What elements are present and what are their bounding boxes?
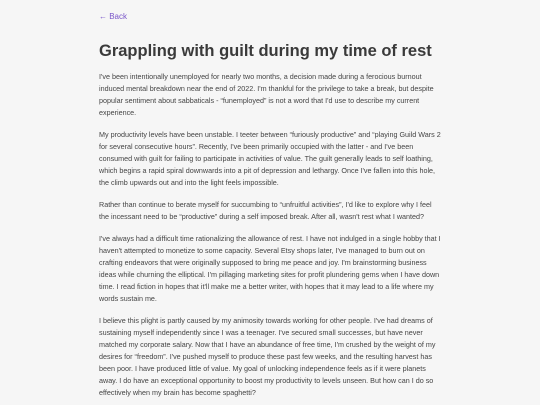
article-paragraph: I've always had a difficult time rationalizing the allowance of rest. I have not indulged in a single hobby that I haven't attempted to monetize to some capacity. Several Etsy shops later, I've managed to burn out on crafting endeavors that were originally supposed to bring me peace and joy. I'm brainstorming business ideas while churning the elliptical. I'm pillaging marketing sites for profit plundering gems when I have down time. I read fiction in hopes that it'll make me a better writer, with hopes that it may lead to a life where my words sustain me. xyxy=(99,234,441,303)
article-paragraph: I believe this plight is partly caused by my animosity towards working for other people. I've had dreams of sustaining myself independently since I was a teenager. I've secured small successes, but have never matched my corporate salary. Now that I have an abundance of free time, I'm crushed by the weight of my desires for “freedom”. I've pushed myself to produce these past few weeks, and the resulting harvest has been poor. I have produced little of value. My goal of unlocking independence feels as if it were planets away. I do have an exceptional opportunity to boost my productivity to levels unseen. But how can I do so effectively when my brain has become spaghetti? xyxy=(99,316,436,397)
article-paragraph: My productivity levels have been unstable. I teeter between “furiously productive” and “playing Guild Wars 2 for several consecutive hours”. Recently, I've been primarily occupied with the latter - and I've been consumed with guilt for failing to participate in activities of value. The guilt generally leads to self loathing, which begins a rapid spiral downwards into a pit of depression and lethargy. Once I've fallen into this hole, the climb upwards out and into the light feels impossible. xyxy=(99,130,441,187)
article-paragraph: I've been intentionally unemployed for nearly two months, a decision made during a ferocious burnout induced mental breakdown near the end of 2022. I'm thankful for the privilege to take a break, but despite popular sentiment about sabbaticals - “funemployed” is not a word that I'd use to describe my current experience. xyxy=(99,72,434,117)
back-link[interactable]: ← Back xyxy=(99,12,128,21)
article-paragraph: Rather than continue to berate myself for succumbing to “unfruitful activities”, I'd like to explore why I feel the incessant need to be “productive” during a self imposed break. After all, wasn't rest what I wanted? xyxy=(99,200,432,221)
article-container xyxy=(99,6,441,399)
article-title: Grappling with guilt during my time of rest xyxy=(99,42,432,60)
